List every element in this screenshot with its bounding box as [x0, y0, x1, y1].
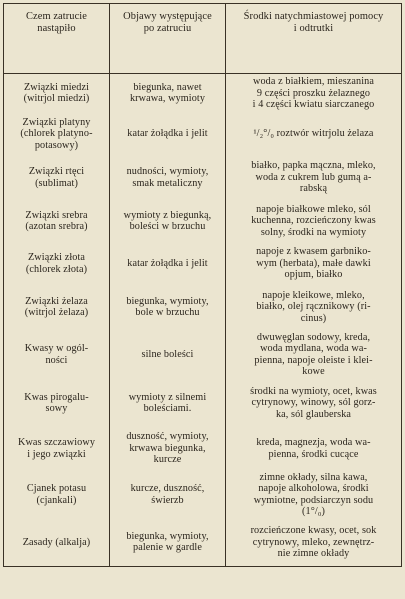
table-body	[4, 74, 402, 567]
substance-cell	[4, 330, 110, 380]
cell-text-line: woda mydlana, woda wa-	[260, 343, 367, 354]
substance-cell	[4, 74, 110, 113]
header-line: Czem zatrucie	[25, 11, 87, 22]
cell-text-line: opjum, białko	[284, 269, 343, 281]
cell-text-line: ności	[45, 354, 68, 366]
remedies-cell	[226, 285, 402, 330]
cell-text-line: (azotan srebra)	[25, 221, 88, 232]
table-row	[4, 156, 402, 200]
cell-text-line: Związki rtęci	[28, 166, 85, 177]
cell-text-line: (sublimat)	[35, 177, 78, 189]
table-row	[4, 380, 402, 427]
remedies-cell	[226, 74, 402, 113]
cell-text-line: i 4 części kwiatu siarczanego	[252, 99, 375, 110]
cell-text-line: boleści w brzuchu	[129, 221, 206, 232]
cell-text-line: Kwas szczawiowy	[17, 437, 96, 448]
symptoms-cell	[110, 427, 226, 471]
cell-text-line: kreda, magnezja, woda wa-	[256, 437, 371, 448]
cell-text-line: dwuwęglan sodowy, kreda,	[256, 331, 371, 343]
cell-text-line: Zasady (alkalja)	[22, 536, 91, 548]
cell-text-line: Związki miedzi	[23, 81, 90, 93]
header-substance	[4, 4, 110, 74]
cell-text-line: świerzb	[151, 494, 184, 506]
cell-text-line: cytrynowy, mleko, zewnętrz-	[252, 536, 375, 548]
symptoms-cell	[110, 471, 226, 519]
cell-text-line: Związki żelaza	[25, 295, 88, 307]
header-remedies	[226, 4, 402, 74]
cell-text-line: ka, sól glauberska	[275, 408, 352, 420]
cell-text-line: katar żołądka i jelit	[127, 257, 208, 269]
table-row	[4, 74, 402, 113]
remedies-cell	[226, 519, 402, 567]
remedies-cell	[226, 243, 402, 285]
cell-text-line: Związki złota	[27, 252, 86, 263]
cell-text-line: napoje białkowe mleko, sól	[256, 203, 371, 215]
header-line: Objawy występujące	[123, 11, 212, 22]
cell-text-line: ¹/₂°/₀ roztwór witrjolu żelaza	[253, 128, 374, 140]
cell-text-line: bole w brzuchu	[135, 307, 200, 318]
cell-text-line: wymiotne, podsiarczyn sodu	[253, 494, 374, 506]
cell-text-line: nudności, wymioty,	[126, 166, 209, 177]
cell-text-line: biegunka, wymioty,	[126, 530, 209, 542]
cell-text-line: wymioty z silnemi	[128, 391, 207, 403]
cell-text-line: Kwasy w ogól-	[24, 343, 89, 354]
header-symptoms	[110, 4, 226, 74]
cell-text-line: cinus)	[300, 312, 327, 324]
cell-text-line: (cjankali)	[36, 494, 77, 506]
symptoms-cell	[110, 285, 226, 330]
cell-text-line: potasowy)	[34, 139, 79, 151]
cell-text-line: wym (herbata), małe dawki	[256, 257, 371, 269]
cell-text-line: Kwas pirogalu-	[24, 391, 89, 403]
remedies-cell	[226, 427, 402, 471]
remedies-cell	[226, 380, 402, 427]
cell-text-line: białko, papka mączna, mleko,	[251, 160, 376, 172]
cell-text-line: woda z białkiem, mieszanina	[253, 76, 374, 87]
remedies-cell	[226, 156, 402, 200]
cell-text-line: solny, środki na wymioty	[260, 226, 367, 238]
substance-cell	[4, 200, 110, 243]
cell-text-line: duszność, wymioty,	[126, 431, 209, 443]
symptoms-cell	[110, 156, 226, 200]
cell-text-line: Związki srebra	[25, 209, 88, 221]
cell-text-line: katar żołądka i jelit	[127, 128, 208, 140]
cell-text-line: rozcieńczone kwasy, ocet, sok	[250, 525, 377, 536]
header-line: nastąpiło	[37, 23, 76, 34]
cell-text-line: kurcze	[153, 454, 182, 466]
table-row	[4, 200, 402, 243]
substance-cell	[4, 285, 110, 330]
header-line: i odtrutki	[293, 23, 334, 34]
header-line: Środki natychmiastowej pomocy	[243, 11, 384, 22]
symptoms-cell	[110, 519, 226, 567]
cell-text-line: boleściami.	[143, 403, 192, 414]
cell-text-line: napoje z kwasem garbniko-	[256, 246, 371, 258]
table-row	[4, 285, 402, 330]
symptoms-cell	[110, 243, 226, 285]
cell-text-line: wymioty z biegunką,	[123, 209, 212, 221]
symptoms-cell	[110, 113, 226, 156]
cell-text-line: kurcze, duszność,	[130, 483, 205, 494]
cell-text-line: kuchenna, rozcieńczony kwas	[251, 215, 376, 227]
cell-text-line: biegunka, nawet	[133, 81, 202, 93]
cell-text-line: i jego związki	[27, 448, 86, 460]
cell-text-line: (chlorek złota)	[25, 263, 88, 275]
poison-remedies-table	[3, 3, 402, 567]
cell-text-line: smak metaliczny	[132, 177, 203, 189]
symptoms-cell	[110, 330, 226, 380]
cell-text-line: (witrjol miedzi)	[23, 93, 90, 105]
cell-text-line: pienna, środki cucące	[268, 448, 359, 460]
table-row	[4, 519, 402, 567]
table-row	[4, 330, 402, 380]
header-line: po zatruciu	[143, 23, 192, 34]
cell-text-line: palenie w gardle	[133, 542, 202, 554]
symptoms-cell	[110, 200, 226, 243]
cell-text-line: cytrynowy, winowy, sól gorz-	[251, 397, 376, 409]
cell-text-line: silne boleści	[141, 348, 194, 360]
remedies-cell	[226, 113, 402, 156]
cell-text-line: (1°/₀)	[302, 506, 325, 517]
remedies-cell	[226, 200, 402, 243]
substance-cell	[4, 380, 110, 427]
cell-text-line: (chlorek platyno-	[20, 128, 93, 140]
cell-text-line: biegunka, wymioty,	[126, 295, 209, 307]
cell-text-line: nie zimne okłady	[277, 548, 350, 559]
cell-text-line: sowy	[45, 403, 68, 414]
substance-cell	[4, 113, 110, 156]
cell-text-line: Cjanek potasu	[26, 483, 87, 494]
substance-cell	[4, 243, 110, 285]
cell-text-line: krwawa, wymioty	[129, 93, 206, 105]
cell-text-line: (witrjol żelaza)	[24, 307, 89, 318]
cell-text-line: woda z cukrem lub gumą a-	[255, 171, 372, 183]
cell-text-line: środki na wymioty, ocet, kwas	[250, 385, 377, 397]
cell-text-line: kowe	[302, 366, 325, 377]
table-row	[4, 113, 402, 156]
cell-text-line: napoje alkoholowa, środki	[258, 483, 369, 494]
table-row	[4, 427, 402, 471]
remedies-cell	[226, 330, 402, 380]
cell-text-line: rabską	[299, 183, 328, 195]
cell-text-line: 9 części proszku żelaznego	[256, 87, 371, 99]
symptoms-cell	[110, 380, 226, 427]
cell-text-line: zimne okłady, silna kawa,	[259, 471, 368, 483]
table-row	[4, 471, 402, 519]
cell-text-line: białko, olej rącznikowy (ri-	[256, 301, 371, 313]
cell-text-line: pienna, napoje oleiste i klei-	[254, 354, 373, 366]
cell-text-line: napoje kleikowe, mleko,	[262, 289, 365, 301]
table-row	[4, 243, 402, 285]
symptoms-cell	[110, 74, 226, 113]
remedies-cell	[226, 471, 402, 519]
table-header-row	[4, 4, 402, 74]
cell-text-line: krwawa biegunka,	[129, 442, 206, 454]
cell-text-line: Związki platyny	[22, 116, 91, 128]
substance-cell	[4, 427, 110, 471]
substance-cell	[4, 156, 110, 200]
substance-cell	[4, 471, 110, 519]
substance-cell	[4, 519, 110, 567]
